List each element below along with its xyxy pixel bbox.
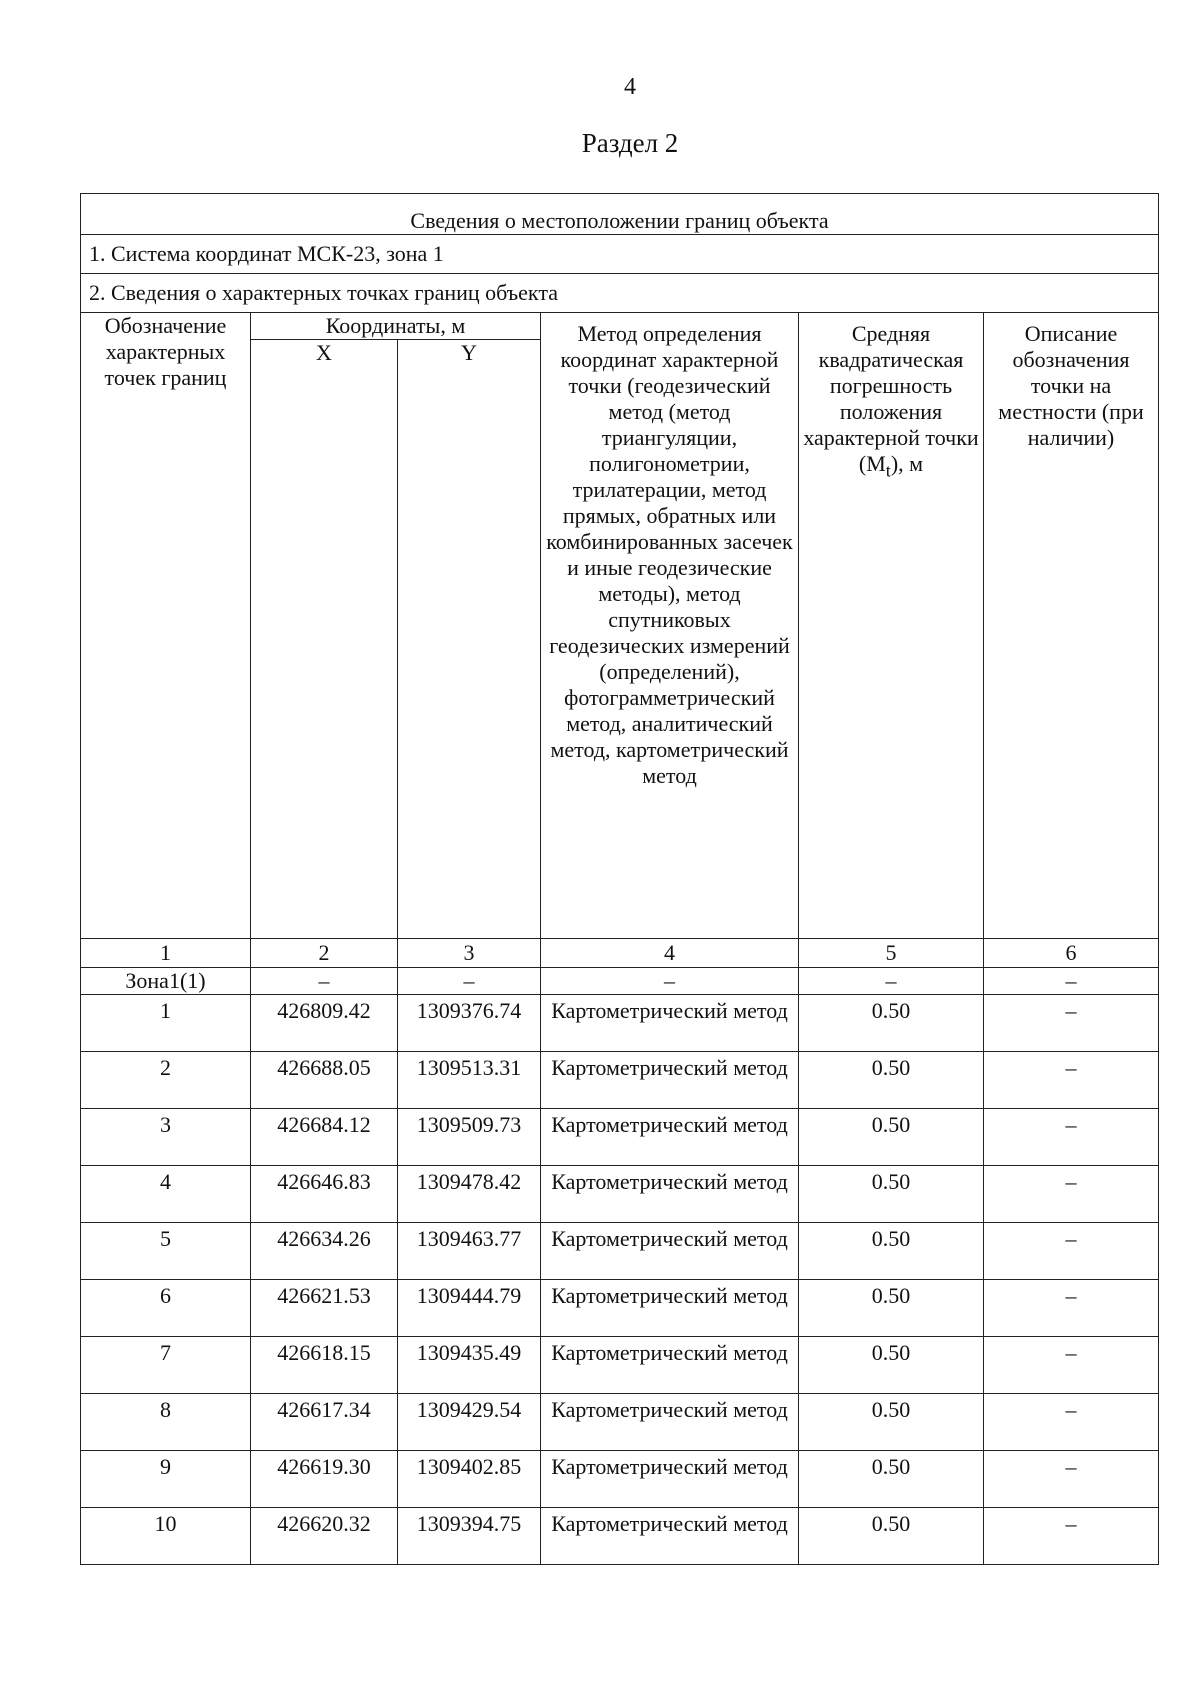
- table-row: [81, 1052, 1159, 1109]
- zone-row: [81, 968, 1159, 995]
- point-number-cell: 5: [81, 1223, 251, 1280]
- column-number: 3: [398, 939, 541, 968]
- header-x: X: [251, 340, 398, 939]
- header-accuracy: [799, 313, 984, 939]
- point-number-cell: 2: [81, 1052, 251, 1109]
- header-accuracy-suffix: ), м: [890, 451, 924, 476]
- table-row: [81, 1223, 1159, 1280]
- y-coordinate-cell: 1309429.54: [398, 1394, 541, 1451]
- x-coordinate-cell: 426684.12: [251, 1109, 398, 1166]
- table-row: [81, 1451, 1159, 1508]
- point-number-cell: 10: [81, 1508, 251, 1565]
- x-coordinate-cell: 426619.30: [251, 1451, 398, 1508]
- accuracy-cell: 0.50: [799, 1394, 984, 1451]
- page-number: 4: [624, 74, 636, 100]
- point-number-cell: 4: [81, 1166, 251, 1223]
- description-cell: –: [984, 1280, 1159, 1337]
- accuracy-cell: 0.50: [799, 1109, 984, 1166]
- x-coordinate-cell: 426809.42: [251, 995, 398, 1052]
- zone-cell: –: [251, 968, 398, 995]
- accuracy-cell: 0.50: [799, 1223, 984, 1280]
- accuracy-cell: 0.50: [799, 1337, 984, 1394]
- accuracy-cell: 0.50: [799, 1166, 984, 1223]
- description-cell: –: [984, 1394, 1159, 1451]
- accuracy-cell: 0.50: [799, 1508, 984, 1565]
- method-cell: Картометрический метод: [541, 1109, 799, 1166]
- x-coordinate-cell: 426621.53: [251, 1280, 398, 1337]
- description-cell: –: [984, 1052, 1159, 1109]
- accuracy-cell: 0.50: [799, 1451, 984, 1508]
- column-number-row: [81, 939, 1159, 968]
- table-caption: Сведения о местоположении границ объекта: [81, 194, 1159, 235]
- zone-cell: –: [984, 968, 1159, 995]
- column-number: 1: [81, 939, 251, 968]
- point-number-cell: 8: [81, 1394, 251, 1451]
- point-number-cell: 9: [81, 1451, 251, 1508]
- x-coordinate-cell: 426620.32: [251, 1508, 398, 1565]
- x-coordinate-cell: 426634.26: [251, 1223, 398, 1280]
- y-coordinate-cell: 1309394.75: [398, 1508, 541, 1565]
- column-number: 5: [799, 939, 984, 968]
- header-description: Описание обозначения точки на местности (при наличии): [984, 313, 1159, 939]
- accuracy-cell: 0.50: [799, 995, 984, 1052]
- y-coordinate-cell: 1309513.31: [398, 1052, 541, 1109]
- description-cell: –: [984, 1508, 1159, 1565]
- zone-cell: –: [398, 968, 541, 995]
- point-number-cell: 7: [81, 1337, 251, 1394]
- point-number-cell: 1: [81, 995, 251, 1052]
- table-row: [81, 1280, 1159, 1337]
- table-row: [81, 1109, 1159, 1166]
- description-cell: –: [984, 1337, 1159, 1394]
- column-number: 6: [984, 939, 1159, 968]
- column-number: 2: [251, 939, 398, 968]
- points-heading-row: 2. Сведения о характерных точках границ объекта: [81, 274, 1159, 313]
- header-method: Метод определения координат характерной точки (геодезический метод (метод триангуляции, полигонометрии, трилатерации, метод прямых, обратных или комбинированных засечек и иные геодезические методы), метод спутниковых геодезических измерений (определений), фотограмметрический метод, аналитический метод, картометрический метод: [541, 313, 799, 939]
- column-number: 4: [541, 939, 799, 968]
- accuracy-cell: 0.50: [799, 1052, 984, 1109]
- header-designation: Обозначение характерных точек границ: [81, 313, 251, 939]
- table-row: [81, 995, 1159, 1052]
- zone-cell: –: [799, 968, 984, 995]
- y-coordinate-cell: 1309435.49: [398, 1337, 541, 1394]
- table-row: [81, 1166, 1159, 1223]
- description-cell: –: [984, 1223, 1159, 1280]
- table-row: [81, 1394, 1159, 1451]
- point-number-cell: 6: [81, 1280, 251, 1337]
- description-cell: –: [984, 995, 1159, 1052]
- description-cell: –: [984, 1109, 1159, 1166]
- method-cell: Картометрический метод: [541, 1508, 799, 1565]
- description-cell: –: [984, 1166, 1159, 1223]
- y-coordinate-cell: 1309463.77: [398, 1223, 541, 1280]
- method-cell: Картометрический метод: [541, 995, 799, 1052]
- header-coordinates: Координаты, м: [251, 313, 541, 340]
- x-coordinate-cell: 426618.15: [251, 1337, 398, 1394]
- zone-label: Зона1(1): [81, 968, 251, 995]
- accuracy-cell: 0.50: [799, 1280, 984, 1337]
- y-coordinate-cell: 1309509.73: [398, 1109, 541, 1166]
- boundary-points-table: [80, 193, 1159, 1565]
- y-coordinate-cell: 1309376.74: [398, 995, 541, 1052]
- method-cell: Картометрический метод: [541, 1451, 799, 1508]
- section-title: Раздел 2: [581, 128, 679, 158]
- y-coordinate-cell: 1309478.42: [398, 1166, 541, 1223]
- method-cell: Картометрический метод: [541, 1052, 799, 1109]
- zone-cell: –: [541, 968, 799, 995]
- table-row: [81, 1508, 1159, 1565]
- x-coordinate-cell: 426688.05: [251, 1052, 398, 1109]
- header-y: Y: [398, 340, 541, 939]
- header-accuracy-text: Средняя квадратическая погрешность положения характерной точки (M: [803, 321, 979, 476]
- y-coordinate-cell: 1309444.79: [398, 1280, 541, 1337]
- table-row: [81, 1337, 1159, 1394]
- coordinate-system-row: 1. Система координат МСК-23, зона 1: [81, 235, 1159, 274]
- header-accuracy-subscript: t: [885, 460, 891, 481]
- y-coordinate-cell: 1309402.85: [398, 1451, 541, 1508]
- method-cell: Картометрический метод: [541, 1394, 799, 1451]
- description-cell: –: [984, 1451, 1159, 1508]
- x-coordinate-cell: 426617.34: [251, 1394, 398, 1451]
- method-cell: Картометрический метод: [541, 1166, 799, 1223]
- point-number-cell: 3: [81, 1109, 251, 1166]
- method-cell: Картометрический метод: [541, 1223, 799, 1280]
- method-cell: Картометрический метод: [541, 1337, 799, 1394]
- x-coordinate-cell: 426646.83: [251, 1166, 398, 1223]
- method-cell: Картометрический метод: [541, 1280, 799, 1337]
